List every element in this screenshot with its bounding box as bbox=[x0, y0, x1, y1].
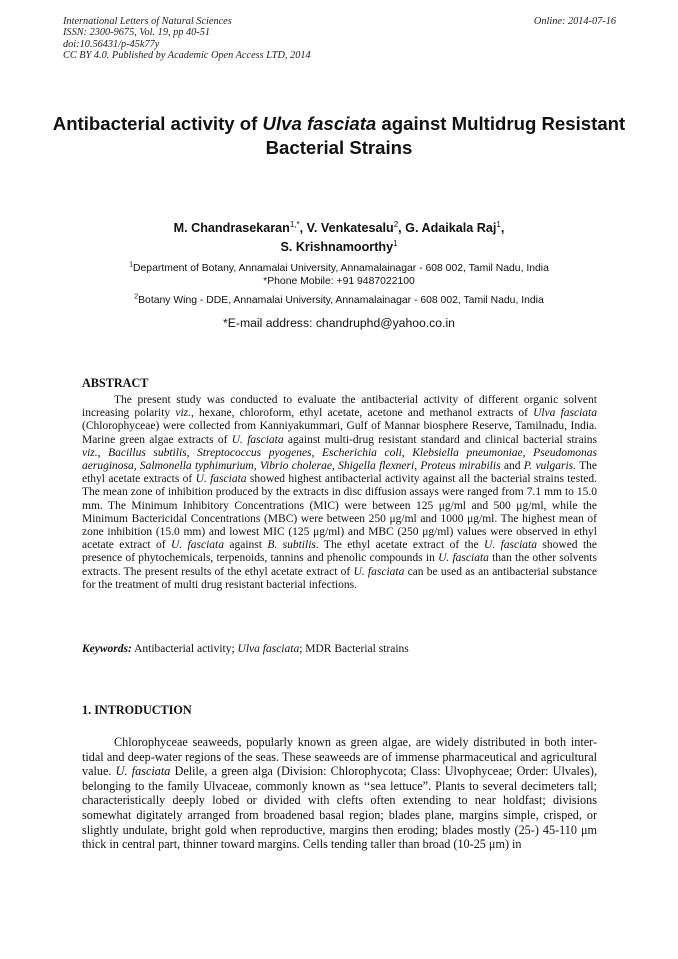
journal-header bbox=[63, 16, 311, 62]
abstract-italic: B. subtilis bbox=[267, 539, 316, 552]
keywords-colon: : bbox=[128, 643, 132, 655]
abstract-italic: P. vulgaris. bbox=[523, 460, 577, 473]
doi-line[interactable]: doi:10.56431/p-45k77y bbox=[63, 38, 160, 50]
author-4: S. Krishnamoorthy bbox=[280, 240, 394, 254]
abstract-italic: Ulva fasciata bbox=[533, 407, 597, 420]
affiliation-2-text: Botany Wing - DDE, Annamalai University, Annamalainagar - 608 002, Tamil Nadu, India bbox=[138, 295, 544, 306]
author-3: G. Adaikala Raj bbox=[405, 221, 497, 235]
author-1: M. Chandrasekaran bbox=[173, 221, 290, 235]
journal-name: International Letters of Natural Sciences bbox=[63, 16, 232, 27]
intro-italic: U. fasciata bbox=[115, 764, 171, 779]
affiliation-1 bbox=[40, 263, 638, 289]
abstract-italic: U. fasciata bbox=[170, 539, 224, 552]
introduction-heading: 1. INTRODUCTION bbox=[82, 703, 192, 717]
author-1-affil: 1, bbox=[289, 219, 297, 229]
abstract-italic: U. fasciata bbox=[438, 552, 489, 565]
author-3-affil: 1 bbox=[496, 219, 501, 229]
abstract-text: against multi-drug resistant standard and clinical bacterial strains bbox=[283, 433, 597, 446]
author-separator: , bbox=[299, 221, 307, 235]
abstract-text: can be used as an antibacterial substance for the treatment of multi drug resistant bacterial infections. bbox=[82, 565, 597, 591]
author-4-affil: 1 bbox=[393, 238, 398, 248]
keyword-text: ; MDR Bacterial strains bbox=[299, 643, 409, 655]
affiliation-2 bbox=[40, 295, 638, 308]
abstract-italic: U. fasciata bbox=[484, 539, 538, 552]
abstract-text: showed highest antibacterial activity against all the bacterial strains tested. The mean zone of inhibition produced by the extracts in disc diffusion assays were ranged from 7.1 mm to 15.0 mm. The Minimum Inhibitory Concentrations (MIC) were between 125 μg/ml and 500 μg/ml, while the Minimum Bactericidal Concentrations (MBC) were between 250 μg/ml and 1000 μg/ml. The highest mean of zone inhibition (15.0 mm) and lowest MIC (125 μg/ml) and MBC (250 μg/ml) values were observed in ethyl acetate extract of bbox=[82, 473, 597, 552]
abstract-italic: U. fasciata bbox=[195, 473, 247, 486]
keyword-text: Antibacterial activity; bbox=[131, 643, 238, 655]
author-list bbox=[40, 219, 638, 257]
abstract-text: , hexane, chloroform, ethyl acetate, acetone and methanol extracts of bbox=[191, 407, 534, 420]
abstract-text: against bbox=[223, 539, 268, 552]
abstract-italic: viz., Bacillus subtilis, Streptococcus pyogenes, Escherichia coli, Klebsiella pneumoniae, Pseudomonas aeruginosa, Salmonella typhimurium, Vibrio cholerae, Shigella flexneri, Proteus mirabilis bbox=[82, 446, 597, 473]
title-part-1: Antibacterial activity of bbox=[52, 113, 263, 134]
intro-text: Chlorophyceae seaweeds, popularly known as green algae, are widely distributed in both inter-tidal and deep-water regions of the seas. These seaweeds are of immense pharmaceutical and agricultural value. bbox=[82, 735, 597, 779]
license-line: CC BY 4.0. Published by Academic Open Access LTD, 2014 bbox=[63, 50, 311, 62]
corresponding-mark: * bbox=[296, 219, 300, 229]
abstract-body bbox=[82, 394, 597, 592]
email-line[interactable]: *E-mail address: chandruphd@yahoo.co.in bbox=[223, 316, 455, 330]
abstract-paragraph bbox=[82, 394, 597, 592]
abstract-text: showed the presence of phytochemicals, terpenoids, tannins and phenolic compounds in bbox=[82, 539, 597, 565]
keyword-italic: Ulva fasciata bbox=[237, 643, 300, 655]
affiliation-1-mark: 1 bbox=[129, 261, 134, 269]
abstract-text: (Chlorophyceae) were collected from Kanniyakummari, Gulf of Mannar biosphere Reserve, Tamilnadu, India. Marine green algae extracts of bbox=[82, 420, 597, 446]
intro-text: Delile, a green alga (Division: Chlorophycota; Class: Ulvophyceae; Order: Ulvales), belonging to the family Ulvaceae, commonly known as ‘‘sea lettuce”. Plants to several decimeters tall; characteristically deeply lobed or divided with clefts often extending to near holdfast; divisions somewhat digitately arranged from broadened basal region; blades plane, margins simple, crisped, or slightly undulate, bright gold when reproductive, margins then eroding; blades mostly (25-) 45-110 μm thick in central part, thinner toward margins. Cells tending taller than broad (10-25 μm) in bbox=[82, 764, 597, 852]
title-part-2: against Multidrug Resistant Bacterial Strains bbox=[265, 113, 626, 158]
abstract-text: than the other solvents extracts. The present results of the ethyl acetate extract of bbox=[82, 552, 597, 578]
paper-title bbox=[40, 112, 638, 160]
online-date: Online: 2014-07-16 bbox=[533, 16, 616, 27]
abstract-italic: U. fasciata bbox=[353, 565, 405, 578]
keywords-line bbox=[82, 642, 597, 656]
author-2: V. Venkatesalu bbox=[306, 221, 394, 235]
affiliation-1-text: Department of Botany, Annamalai University, Annamalainagar - 608 002, Tamil Nadu, India bbox=[133, 263, 549, 274]
title-species: Ulva fasciata bbox=[262, 113, 377, 134]
abstract-heading: ABSTRACT bbox=[82, 376, 149, 390]
author-separator: , bbox=[500, 221, 505, 235]
affiliation-2-mark: 2 bbox=[134, 293, 139, 301]
abstract-text: The present study was conducted to evaluate the antibacterial activity of different organic solvent increasing polarity bbox=[82, 394, 597, 420]
introduction-body bbox=[82, 735, 597, 852]
issn-line: ISSN: 2300-9675, Vol. 19, pp 40-51 bbox=[63, 27, 211, 39]
author-2-affil: 2 bbox=[393, 219, 399, 229]
keywords-label: Keywords bbox=[82, 643, 128, 655]
abstract-italic: viz. bbox=[175, 407, 191, 420]
introduction-paragraph bbox=[82, 735, 597, 852]
phone-line: *Phone Mobile: +91 9487022100 bbox=[263, 275, 415, 287]
abstract-text: The ethyl acetate extracts of bbox=[82, 460, 597, 486]
abstract-text: and bbox=[500, 460, 524, 473]
abstract-text: . The ethyl acetate extract of the bbox=[315, 539, 485, 552]
author-separator: , bbox=[398, 221, 406, 235]
abstract-italic: U. fasciata bbox=[231, 433, 284, 446]
